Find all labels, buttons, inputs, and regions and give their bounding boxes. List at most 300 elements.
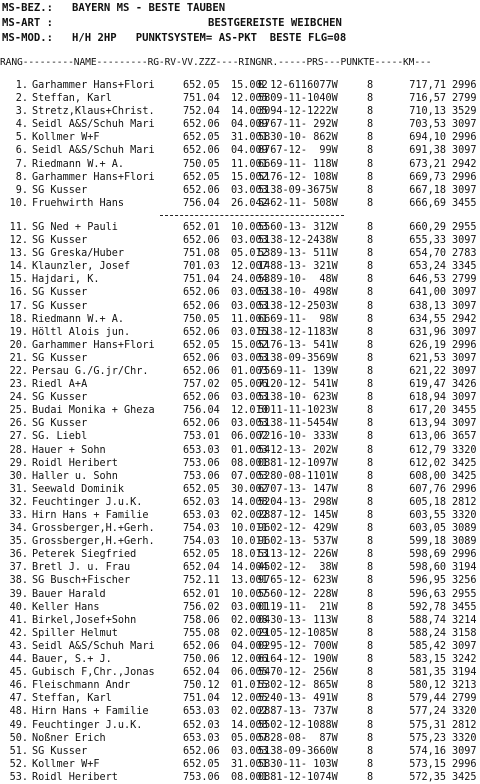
name-cell: SG Busch+Fischer xyxy=(32,575,131,587)
rg-rv-cell: 652.04 xyxy=(183,667,220,679)
points-cell: 603,55 xyxy=(409,510,446,521)
table-row xyxy=(0,197,480,210)
rg-rv-cell: 756.04 xyxy=(183,405,220,417)
km-cell: 3097 xyxy=(452,235,477,247)
points-cell: 580,12 xyxy=(409,680,446,692)
name-cell: Riedmann W.+ A. xyxy=(32,313,125,325)
rank-cell: 16. xyxy=(9,287,28,299)
rg-rv-cell: 755.08 xyxy=(183,627,220,639)
name-cell: Hirn Hans + Familie xyxy=(32,510,149,521)
name-cell: Grossberger,H.+Gerh. xyxy=(32,536,155,548)
table-row xyxy=(0,300,480,313)
table-row xyxy=(0,247,480,260)
vv-zzz-cell: 10.007 xyxy=(231,588,268,600)
vv-zzz-cell: 04.009 xyxy=(231,145,268,157)
vv-zzz-cell: 12.005 xyxy=(231,93,268,105)
km-cell: 2996 xyxy=(452,549,477,561)
km-cell: 3425 xyxy=(452,457,477,469)
table-row xyxy=(0,732,480,745)
points-cell: 596,95 xyxy=(409,575,446,587)
vv-zzz-cell: 02.002 xyxy=(231,510,268,521)
table-row xyxy=(0,771,480,784)
km-cell: 2812 xyxy=(452,496,477,508)
vv-zzz-cell: 05.006 xyxy=(231,379,268,391)
points-cell: 581,35 xyxy=(409,667,446,679)
header-ms-mod xyxy=(2,32,346,44)
rank-cell: 37. xyxy=(9,562,28,574)
rg-rv-cell: 750.12 xyxy=(183,680,220,692)
rank-cell: 13. xyxy=(9,248,28,260)
points-cell: 634,55 xyxy=(409,313,446,325)
rank-cell: 49. xyxy=(9,719,28,731)
rg-rv-cell: 652.05 xyxy=(183,483,220,495)
prs-cell: 8 xyxy=(367,119,374,131)
rg-rv-cell: 652.06 xyxy=(183,352,220,364)
table-row xyxy=(0,234,480,247)
table-row xyxy=(0,131,480,144)
rank-cell: 50. xyxy=(9,732,28,744)
rg-rv-cell: 652.05 xyxy=(183,132,220,144)
rank-cell: 28. xyxy=(9,444,28,456)
rank-cell: 20. xyxy=(9,339,28,351)
ring-number-cell: 3094-12-1222W xyxy=(258,106,338,118)
rg-rv-cell: 652.05 xyxy=(183,171,220,183)
prs-cell: 8 xyxy=(367,326,374,338)
points-cell: 603,05 xyxy=(409,523,446,535)
points-cell: 596,63 xyxy=(409,588,446,600)
prs-cell: 8 xyxy=(367,444,374,456)
name-cell: SG Kusser xyxy=(32,418,88,430)
table-row xyxy=(0,470,480,483)
rg-rv-cell: 653.03 xyxy=(183,706,220,718)
name-cell: Fruehwirth Hans xyxy=(32,197,125,209)
rg-rv-cell: 750.05 xyxy=(183,158,220,170)
table-row xyxy=(0,745,480,758)
ms-bez-label: MS-BEZ.: xyxy=(2,2,54,14)
rank-cell: 32. xyxy=(9,496,28,508)
ring-number-cell: 5412-13- 202W xyxy=(258,444,338,456)
km-cell: 3097 xyxy=(452,352,477,364)
table-row xyxy=(0,352,480,365)
vv-zzz-cell: 03.015 xyxy=(231,326,268,338)
rg-rv-cell: 652.05 xyxy=(183,549,220,561)
rg-rv-cell: 652.05 xyxy=(183,80,220,91)
name-cell: Seidl A&S/Schuh Mari xyxy=(32,640,155,652)
rg-rv-cell: 751.08 xyxy=(183,248,220,260)
ring-number-cell: 7569-11- 139W xyxy=(258,365,338,377)
points-cell: 598,60 xyxy=(409,562,446,574)
ms-art-value: BESTGEREISTE WEIBCHEN xyxy=(208,17,342,29)
ring-number-cell: 5113-12- 226W xyxy=(258,549,338,561)
km-cell: 3194 xyxy=(452,562,477,574)
vv-zzz-cell: 26.042 xyxy=(231,197,268,209)
points-cell: 619,47 xyxy=(409,379,446,391)
km-cell: 3097 xyxy=(452,119,477,131)
table-row xyxy=(0,692,480,705)
name-cell: SG Kusser xyxy=(32,352,88,364)
results-top-group xyxy=(0,79,480,210)
table-row xyxy=(0,653,480,666)
vv-zzz-cell: 12.005 xyxy=(231,693,268,705)
rank-cell: 1. xyxy=(15,80,28,91)
name-cell: Keller Hans xyxy=(32,601,100,613)
rank-cell: 3. xyxy=(15,106,28,118)
points-cell: 694,10 xyxy=(409,132,446,144)
points-cell: 655,33 xyxy=(409,235,446,247)
points-cell: 588,24 xyxy=(409,627,446,639)
ring-number-cell: 7216-10- 333W xyxy=(258,431,338,443)
points-cell: 577,24 xyxy=(409,706,446,718)
km-cell: 3194 xyxy=(452,667,477,679)
vv-zzz-cell: 13.001 xyxy=(231,575,268,587)
prs-cell: 8 xyxy=(367,145,374,157)
vv-zzz-cell: 31.001 xyxy=(231,758,268,770)
rank-cell: 25. xyxy=(9,405,28,417)
ms-mod-label: MS-MOD.: xyxy=(2,32,54,44)
rank-cell: 45. xyxy=(9,667,28,679)
ring-number-cell: 2105-12-1085W xyxy=(258,627,338,639)
rank-cell: 6. xyxy=(15,145,28,157)
vv-zzz-cell: 11.001 xyxy=(231,313,268,325)
prs-cell: 8 xyxy=(367,575,374,587)
ring-number-cell: 5462-11- 508W xyxy=(258,197,338,209)
ring-number-cell: 5560-12- 228W xyxy=(258,588,338,600)
ms-mod-value: H/H 2HP PUNKTSYSTEM= AS-PKT BESTE FLG=08 xyxy=(72,32,347,44)
dashed-divider xyxy=(160,215,344,216)
km-cell: 3214 xyxy=(452,614,477,626)
prs-cell: 8 xyxy=(367,601,374,613)
rank-cell: 53. xyxy=(9,771,28,783)
name-cell: Roidl Heribert xyxy=(32,771,118,783)
table-row xyxy=(0,171,480,184)
vv-zzz-cell: 06.005 xyxy=(231,667,268,679)
name-cell: Haller u. Sohn xyxy=(32,470,118,482)
name-cell: Hajdari, K. xyxy=(32,274,100,286)
km-cell: 3097 xyxy=(452,745,477,757)
points-cell: 654,70 xyxy=(409,248,446,260)
vv-zzz-cell: 03.003 xyxy=(231,745,268,757)
rg-rv-cell: 652.06 xyxy=(183,640,220,652)
prs-cell: 8 xyxy=(367,261,374,273)
prs-cell: 8 xyxy=(367,379,374,391)
prs-cell: 8 xyxy=(367,339,374,351)
vv-zzz-cell: 24.004 xyxy=(231,274,268,286)
rank-cell: 34. xyxy=(9,523,28,535)
km-cell: 2799 xyxy=(452,274,477,286)
prs-cell: 8 xyxy=(367,300,374,312)
ring-number-cell: 4502-12- 38W xyxy=(258,562,338,574)
points-cell: 667,18 xyxy=(409,184,446,196)
ring-number-cell: 1488-13- 321W xyxy=(258,261,338,273)
rg-rv-cell: 652.06 xyxy=(183,745,220,757)
vv-zzz-cell: 12.007 xyxy=(231,261,268,273)
km-cell: 2955 xyxy=(452,221,477,233)
rg-rv-cell: 751.04 xyxy=(183,274,220,286)
vv-zzz-cell: 03.003 xyxy=(231,184,268,196)
prs-cell: 8 xyxy=(367,588,374,600)
km-cell: 3242 xyxy=(452,654,477,666)
rank-cell: 38. xyxy=(9,575,28,587)
ring-number-cell: 5138-12-1183W xyxy=(258,326,338,338)
ring-number-cell: 6669-11- 118W xyxy=(258,158,338,170)
prs-cell: 8 xyxy=(367,418,374,430)
name-cell: SG Kusser xyxy=(32,184,88,196)
rg-rv-cell: 758.06 xyxy=(183,614,220,626)
prs-cell: 8 xyxy=(367,431,374,443)
prs-cell: 8 xyxy=(367,470,374,482)
points-cell: 612,79 xyxy=(409,444,446,456)
vv-zzz-cell: 10.003 xyxy=(231,221,268,233)
ring-number-cell: 5240-13- 491W xyxy=(258,693,338,705)
prs-cell: 8 xyxy=(367,287,374,299)
km-cell: 3097 xyxy=(452,392,477,404)
km-cell: 3089 xyxy=(452,536,477,548)
prs-cell: 8 xyxy=(367,758,374,770)
name-cell: Garhammer Hans+Flori xyxy=(32,339,155,351)
vv-zzz-cell: 02.009 xyxy=(231,627,268,639)
table-row xyxy=(0,535,480,548)
ring-number-cell: 6707-13- 147W xyxy=(258,483,338,495)
name-cell: Peterek Siegfried xyxy=(32,549,137,561)
points-cell: 626,19 xyxy=(409,339,446,351)
prs-cell: 8 xyxy=(367,184,374,196)
ring-number-cell: 0119-11- 21W xyxy=(258,601,338,613)
vv-zzz-cell: 03.003 xyxy=(231,300,268,312)
table-row xyxy=(0,92,480,105)
vv-zzz-cell: 03.003 xyxy=(231,392,268,404)
table-row xyxy=(0,79,480,92)
vv-zzz-cell: 31.001 xyxy=(231,132,268,144)
prs-cell: 8 xyxy=(367,405,374,417)
vv-zzz-cell: 04.009 xyxy=(231,119,268,131)
rg-rv-cell: 652.06 xyxy=(183,287,220,299)
ring-number-cell: 5176-13- 541W xyxy=(258,339,338,351)
ring-number-cell: 9765-12- 623W xyxy=(258,575,338,587)
rank-cell: 44. xyxy=(9,654,28,666)
table-row xyxy=(0,548,480,561)
name-cell: Spiller Helmut xyxy=(32,627,118,639)
vv-zzz-cell: 15.002 xyxy=(231,339,268,351)
ring-number-cell: 5011-11-1023W xyxy=(258,405,338,417)
points-cell: 638,13 xyxy=(409,300,446,312)
name-cell: Riedmann W.+ A. xyxy=(32,158,125,170)
rg-rv-cell: 753.06 xyxy=(183,457,220,469)
prs-cell: 8 xyxy=(367,483,374,495)
ring-number-cell: 6669-11- 98W xyxy=(258,313,338,325)
table-row xyxy=(0,273,480,286)
vv-zzz-cell: 14.005 xyxy=(231,106,268,118)
prs-cell: 8 xyxy=(367,732,374,744)
vv-zzz-cell: 03.003 xyxy=(231,418,268,430)
table-row xyxy=(0,365,480,378)
ring-number-cell: 5138-11-5454W xyxy=(258,418,338,430)
rank-cell: 21. xyxy=(9,352,28,364)
prs-cell: 8 xyxy=(367,745,374,757)
rg-rv-cell: 652.03 xyxy=(183,496,220,508)
points-cell: 646,53 xyxy=(409,274,446,286)
table-row xyxy=(0,221,480,234)
prs-cell: 8 xyxy=(367,536,374,548)
rg-rv-cell: 754.03 xyxy=(183,523,220,535)
name-cell: Feuchtinger J.u.K. xyxy=(32,719,143,731)
table-row xyxy=(0,457,480,470)
points-cell: 579,44 xyxy=(409,693,446,705)
rg-rv-cell: 753.06 xyxy=(183,470,220,482)
table-row xyxy=(0,640,480,653)
name-cell: SG Kusser xyxy=(32,287,88,299)
points-cell: 575,31 xyxy=(409,719,446,731)
km-cell: 2799 xyxy=(452,93,477,105)
points-cell: 710,13 xyxy=(409,106,446,118)
table-row xyxy=(0,561,480,574)
km-cell: 3097 xyxy=(452,418,477,430)
ring-number-cell: 9602-12- 429W xyxy=(258,523,338,535)
km-cell: 3097 xyxy=(452,184,477,196)
points-cell: 703,53 xyxy=(409,119,446,131)
rg-rv-cell: 701.03 xyxy=(183,261,220,273)
km-cell: 2942 xyxy=(452,158,477,170)
rank-cell: 52. xyxy=(9,758,28,770)
vv-zzz-cell: 15.002 xyxy=(231,171,268,183)
table-row xyxy=(0,378,480,391)
points-cell: 660,29 xyxy=(409,221,446,233)
vv-zzz-cell: 02.002 xyxy=(231,706,268,718)
name-cell: SG Kusser xyxy=(32,745,88,757)
prs-cell: 8 xyxy=(367,680,374,692)
rg-rv-cell: 652.01 xyxy=(183,588,220,600)
points-cell: 717,71 xyxy=(409,80,446,91)
ring-number-cell: 5830-10- 862W xyxy=(258,132,338,144)
rank-cell: 8. xyxy=(15,171,28,183)
prs-cell: 8 xyxy=(367,627,374,639)
ring-number-cell: 6164-12- 190W xyxy=(258,654,338,666)
table-row xyxy=(0,679,480,692)
points-cell: 574,16 xyxy=(409,745,446,757)
name-cell: Bretl J. u. Frau xyxy=(32,562,131,574)
table-row xyxy=(0,404,480,417)
ring-number-cell: B 12-6116077W xyxy=(258,80,338,91)
name-cell: SG Kusser xyxy=(32,392,88,404)
km-cell: 2996 xyxy=(452,758,477,770)
km-cell: 3097 xyxy=(452,287,477,299)
vv-zzz-cell: 01.015 xyxy=(231,680,268,692)
vv-zzz-cell: 12.010 xyxy=(231,405,268,417)
rank-cell: 14. xyxy=(9,261,28,273)
vv-zzz-cell: 14.008 xyxy=(231,719,268,731)
vv-zzz-cell: 06.002 xyxy=(231,431,268,443)
km-cell: 2783 xyxy=(452,248,477,260)
km-cell: 2996 xyxy=(452,483,477,495)
table-row xyxy=(0,483,480,496)
prs-cell: 8 xyxy=(367,706,374,718)
points-cell: 592,78 xyxy=(409,601,446,613)
km-cell: 3097 xyxy=(452,640,477,652)
ring-number-cell: 5138-10- 498W xyxy=(258,287,338,299)
prs-cell: 8 xyxy=(367,93,374,105)
vv-zzz-cell: 08.001 xyxy=(231,771,268,783)
table-row xyxy=(0,118,480,131)
ring-number-cell: 5560-13- 312W xyxy=(258,221,338,233)
points-cell: 653,24 xyxy=(409,261,446,273)
rank-cell: 39. xyxy=(9,588,28,600)
name-cell: Hirn Hans + Familie xyxy=(32,706,149,718)
name-cell: Noßner Erich xyxy=(32,732,106,744)
ring-number-cell: 7120-12- 541W xyxy=(258,379,338,391)
name-cell: Seidl A&S/Schuh Mari xyxy=(32,145,155,157)
vv-zzz-cell: 01.003 xyxy=(231,444,268,456)
rank-cell: 12. xyxy=(9,235,28,247)
points-cell: 621,22 xyxy=(409,365,446,377)
ring-number-cell: 5502-12-1088W xyxy=(258,719,338,731)
rank-cell: 4. xyxy=(15,119,28,131)
rank-cell: 26. xyxy=(9,418,28,430)
table-row xyxy=(0,326,480,339)
column-header-line: RANG---------NAME---------RG-RV-VV.ZZZ----RINGNR.-----PRS---PUNKTE-----KM--- xyxy=(0,57,432,68)
vv-zzz-cell: 14.008 xyxy=(231,496,268,508)
km-cell: 3320 xyxy=(452,706,477,718)
table-row xyxy=(0,430,480,443)
name-cell: Garhammer Hans+Flori xyxy=(32,171,155,183)
prs-cell: 8 xyxy=(367,719,374,731)
rg-rv-cell: 652.06 xyxy=(183,418,220,430)
km-cell: 3213 xyxy=(452,680,477,692)
prs-cell: 8 xyxy=(367,392,374,404)
prs-cell: 8 xyxy=(367,80,374,91)
points-cell: 598,69 xyxy=(409,549,446,561)
vv-zzz-cell: 04.009 xyxy=(231,640,268,652)
vv-zzz-cell: 12.006 xyxy=(231,654,268,666)
table-row xyxy=(0,260,480,273)
table-row xyxy=(0,719,480,732)
km-cell: 3097 xyxy=(452,365,477,377)
ring-number-cell: 5138-10- 623W xyxy=(258,392,338,404)
ring-number-cell: 8767-12- 99W xyxy=(258,145,338,157)
rg-rv-cell: 652.06 xyxy=(183,326,220,338)
prs-cell: 8 xyxy=(367,158,374,170)
rank-cell: 23. xyxy=(9,379,28,391)
km-cell: 3097 xyxy=(452,145,477,157)
name-cell: SG Greska/Huber xyxy=(32,248,125,260)
km-cell: 3089 xyxy=(452,523,477,535)
ring-number-cell: 5138-12-2438W xyxy=(258,235,338,247)
rank-cell: 30. xyxy=(9,470,28,482)
ring-number-cell: 5389-13- 511W xyxy=(258,248,338,260)
points-cell: 608,00 xyxy=(409,470,446,482)
prs-cell: 8 xyxy=(367,667,374,679)
table-row xyxy=(0,627,480,640)
km-cell: 3426 xyxy=(452,379,477,391)
table-row xyxy=(0,339,480,352)
rg-rv-cell: 751.04 xyxy=(183,693,220,705)
rg-rv-cell: 754.03 xyxy=(183,536,220,548)
prs-cell: 8 xyxy=(367,171,374,183)
rank-cell: 51. xyxy=(9,745,28,757)
points-cell: 691,38 xyxy=(409,145,446,157)
km-cell: 3455 xyxy=(452,405,477,417)
points-cell: 612,02 xyxy=(409,457,446,469)
prs-cell: 8 xyxy=(367,106,374,118)
rank-cell: 42. xyxy=(9,627,28,639)
points-cell: 585,42 xyxy=(409,640,446,652)
vv-zzz-cell: 02.008 xyxy=(231,614,268,626)
name-cell: Seidl A&S/Schuh Mari xyxy=(32,119,155,131)
name-cell: Hauer + Sohn xyxy=(32,444,106,456)
table-row xyxy=(0,313,480,326)
rank-cell: 31. xyxy=(9,483,28,495)
results-bottom-group xyxy=(0,221,480,784)
ring-number-cell: 5138-09-3675W xyxy=(258,184,338,196)
rg-rv-cell: 652.06 xyxy=(183,392,220,404)
